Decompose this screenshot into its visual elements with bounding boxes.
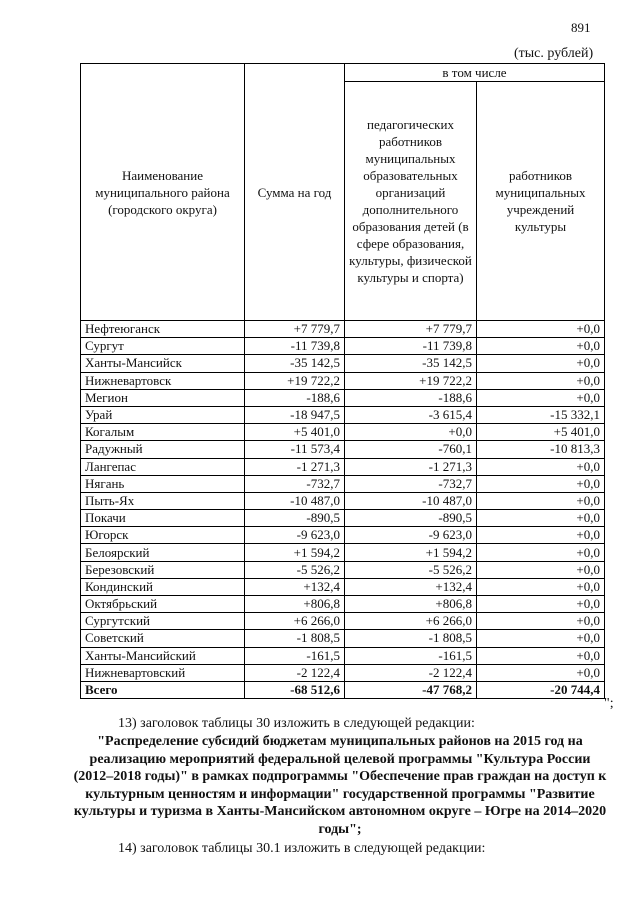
table-row <box>81 424 605 441</box>
cell-sum: -11 573,4 <box>245 441 345 458</box>
table-row <box>81 527 605 544</box>
cell-sum: -2 122,4 <box>245 664 345 681</box>
cell-culture: +0,0 <box>477 355 605 372</box>
closing-quote: "; <box>604 696 614 711</box>
cell-name: Ханты-Мансийский <box>81 647 245 664</box>
cell-name: Нижневартовск <box>81 372 245 389</box>
cell-sum: -890,5 <box>245 510 345 527</box>
table-row <box>81 647 605 664</box>
cell-sum: -1 808,5 <box>245 630 345 647</box>
cell-name: Когалым <box>81 424 245 441</box>
cell-name: Советский <box>81 630 245 647</box>
cell-name: Нефтеюганск <box>81 321 245 338</box>
subsidy-table <box>80 63 605 699</box>
cell-culture: +0,0 <box>477 613 605 630</box>
table-row <box>81 578 605 595</box>
table-row <box>81 510 605 527</box>
item-14-text: 14) заголовок таблицы 30.1 изложить в следующей редакции: <box>118 841 486 856</box>
cell-teachers: +132,4 <box>345 578 477 595</box>
table-row <box>81 406 605 423</box>
cell-culture: +0,0 <box>477 578 605 595</box>
cell-teachers: -47 768,2 <box>345 681 477 698</box>
cell-sum: -18 947,5 <box>245 406 345 423</box>
header-culture: работников муниципальных учреждений культуры <box>477 82 605 321</box>
cell-teachers: +6 266,0 <box>345 613 477 630</box>
cell-sum: -35 142,5 <box>245 355 345 372</box>
cell-culture: -20 744,4 <box>477 681 605 698</box>
cell-teachers: -890,5 <box>345 510 477 527</box>
cell-teachers: -35 142,5 <box>345 355 477 372</box>
cell-sum: +1 594,2 <box>245 544 345 561</box>
cell-teachers: -5 526,2 <box>345 561 477 578</box>
cell-name: Кондинский <box>81 578 245 595</box>
cell-name: Лангепас <box>81 458 245 475</box>
cell-name: Мегион <box>81 389 245 406</box>
cell-teachers: +1 594,2 <box>345 544 477 561</box>
cell-sum: +7 779,7 <box>245 321 345 338</box>
cell-teachers: -732,7 <box>345 475 477 492</box>
cell-culture: +0,0 <box>477 338 605 355</box>
cell-name: Нягань <box>81 475 245 492</box>
cell-sum: -161,5 <box>245 647 345 664</box>
cell-culture: +0,0 <box>477 596 605 613</box>
table-row <box>81 613 605 630</box>
cell-sum: -11 739,8 <box>245 338 345 355</box>
cell-name: Югорск <box>81 527 245 544</box>
cell-culture: +0,0 <box>477 389 605 406</box>
cell-culture: +0,0 <box>477 561 605 578</box>
table-row <box>81 561 605 578</box>
cell-sum: -68 512,6 <box>245 681 345 698</box>
table-body <box>81 321 605 699</box>
cell-sum: +19 722,2 <box>245 372 345 389</box>
cell-teachers: -10 487,0 <box>345 492 477 509</box>
page-number: 891 <box>571 20 591 35</box>
table-row <box>81 389 605 406</box>
cell-culture: +0,0 <box>477 321 605 338</box>
cell-sum: +5 401,0 <box>245 424 345 441</box>
cell-culture: +0,0 <box>477 664 605 681</box>
cell-culture: +0,0 <box>477 475 605 492</box>
table-row <box>81 664 605 681</box>
cell-culture: -15 332,1 <box>477 406 605 423</box>
cell-sum: +132,4 <box>245 578 345 595</box>
table-row <box>81 544 605 561</box>
cell-teachers: +806,8 <box>345 596 477 613</box>
table-row <box>81 458 605 475</box>
cell-culture: +0,0 <box>477 630 605 647</box>
cell-sum: -732,7 <box>245 475 345 492</box>
table-row <box>81 492 605 509</box>
cell-teachers: -9 623,0 <box>345 527 477 544</box>
cell-name: Октябрьский <box>81 596 245 613</box>
item-13-text: 13) заголовок таблицы 30 изложить в следующей редакции: <box>118 716 475 731</box>
cell-name: Покачи <box>81 510 245 527</box>
cell-culture: +0,0 <box>477 372 605 389</box>
cell-name: Сургутский <box>81 613 245 630</box>
cell-teachers: -2 122,4 <box>345 664 477 681</box>
cell-sum: -10 487,0 <box>245 492 345 509</box>
table-row <box>81 355 605 372</box>
cell-teachers: +0,0 <box>345 424 477 441</box>
cell-name: Всего <box>81 681 245 698</box>
cell-name: Белоярский <box>81 544 245 561</box>
cell-name: Урай <box>81 406 245 423</box>
cell-culture: +0,0 <box>477 458 605 475</box>
cell-culture: +0,0 <box>477 527 605 544</box>
cell-teachers: -1 271,3 <box>345 458 477 475</box>
total-row <box>81 681 605 698</box>
cell-name: Сургут <box>81 338 245 355</box>
cell-name: Радужный <box>81 441 245 458</box>
cell-sum: -5 526,2 <box>245 561 345 578</box>
cell-culture: +0,0 <box>477 492 605 509</box>
cell-culture: +0,0 <box>477 544 605 561</box>
table-30-title: "Распределение субсидий бюджетам муниципальных районов на 2015 год на реализацию мероприятий федеральной целевой программы "Культура России (2012–2018 годы)" в рамках подпрограммы "Обеспечение прав граждан на доступ к культурным ценностям и информации" государственной программы "Развитие культуры и туризма в Ханты-Мансийском автономном округе – Югре на 2014–2020 годы"; <box>73 734 607 837</box>
table-row <box>81 338 605 355</box>
cell-sum: +6 266,0 <box>245 613 345 630</box>
header-name: Наименование муниципального района (городского округа) <box>81 64 245 321</box>
header-row-top <box>81 64 605 82</box>
cell-teachers: -760,1 <box>345 441 477 458</box>
cell-culture: +5 401,0 <box>477 424 605 441</box>
table-row <box>81 475 605 492</box>
cell-sum: -188,6 <box>245 389 345 406</box>
cell-teachers: -1 808,5 <box>345 630 477 647</box>
table-row <box>81 630 605 647</box>
table-row <box>81 372 605 389</box>
cell-teachers: -188,6 <box>345 389 477 406</box>
cell-name: Пыть-Ях <box>81 492 245 509</box>
units-label: (тыс. рублей) <box>514 46 594 61</box>
cell-name: Ханты-Мансийск <box>81 355 245 372</box>
cell-culture: +0,0 <box>477 647 605 664</box>
cell-teachers: +7 779,7 <box>345 321 477 338</box>
cell-sum: -1 271,3 <box>245 458 345 475</box>
table-row <box>81 321 605 338</box>
header-sum: Сумма на год <box>245 64 345 321</box>
header-teachers: педагогических работников муниципальных образовательных организаций дополнительного образования детей (в сфере образования, культуры, физической культуры и спорта) <box>345 82 477 321</box>
header-including: в том числе <box>345 64 605 82</box>
cell-culture: +0,0 <box>477 510 605 527</box>
cell-name: Нижневартовский <box>81 664 245 681</box>
cell-culture: -10 813,3 <box>477 441 605 458</box>
table-row <box>81 596 605 613</box>
cell-sum: +806,8 <box>245 596 345 613</box>
cell-name: Березовский <box>81 561 245 578</box>
cell-teachers: -11 739,8 <box>345 338 477 355</box>
cell-teachers: -161,5 <box>345 647 477 664</box>
cell-sum: -9 623,0 <box>245 527 345 544</box>
cell-teachers: +19 722,2 <box>345 372 477 389</box>
table-row <box>81 441 605 458</box>
cell-teachers: -3 615,4 <box>345 406 477 423</box>
